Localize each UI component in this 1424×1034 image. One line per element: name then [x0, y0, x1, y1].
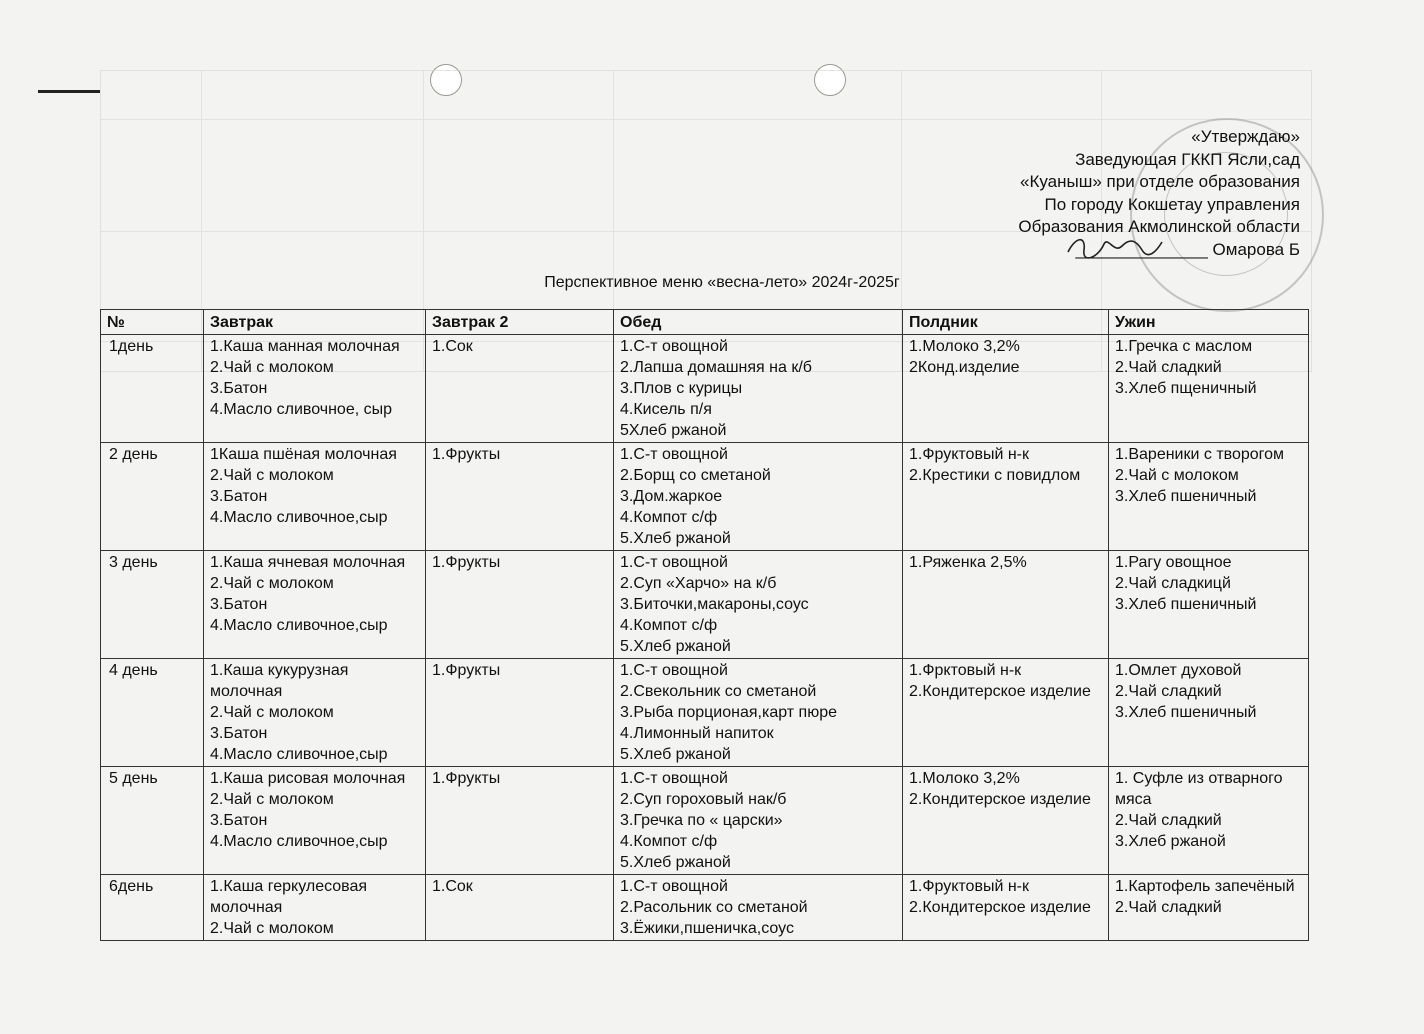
dish-item: 2.Чай с молоком	[210, 575, 334, 592]
dish-item: 2.Чай сладкий	[1115, 359, 1222, 376]
dish-item: 1.Ряженка 2,5%	[909, 554, 1027, 571]
dish-item: 3.Рыба порционая,карт пюре	[620, 704, 837, 721]
dish-list	[909, 768, 1104, 810]
day-cell: 2 день	[101, 443, 204, 551]
breakfast-cell	[204, 767, 426, 875]
breakfast-cell	[204, 875, 426, 941]
table-row	[101, 875, 1309, 941]
header-dinner: Ужин	[1109, 310, 1309, 335]
dish-item: 1.Рагу овощное	[1115, 554, 1232, 571]
approval-line: По городу Кокшетау управления	[1044, 194, 1300, 214]
dish-item: 3.Батон	[210, 380, 268, 397]
dish-list	[210, 336, 421, 420]
day-cell: 1день	[101, 335, 204, 443]
lunch-cell	[614, 659, 903, 767]
approval-line: Заведующая ГККП Ясли,сад	[1075, 149, 1300, 169]
day-cell: 5 день	[101, 767, 204, 875]
margin-mark	[38, 90, 100, 93]
dish-item: 3.Дом.жаркое	[620, 488, 723, 505]
lunch-cell	[614, 551, 903, 659]
lunch-cell	[614, 443, 903, 551]
dish-item: 1.Фруктовый н-к	[909, 446, 1029, 463]
dish-item: 3.Батон	[210, 812, 268, 829]
lunch-cell	[614, 767, 903, 875]
dish-item: 2.Чай с молоком	[1115, 467, 1239, 484]
snack-cell	[903, 443, 1109, 551]
dish-item: 1.Вареники с творогом	[1115, 446, 1285, 463]
approval-line: Образования Акмолинской области	[1018, 217, 1300, 236]
dish-list	[620, 768, 898, 873]
signer-name: Омарова Б	[1212, 239, 1300, 259]
snack-cell	[903, 551, 1109, 659]
dish-item: 1.Каша рисовая молочная	[210, 770, 406, 787]
dinner-cell	[1109, 551, 1309, 659]
header-number: №	[101, 310, 204, 335]
dish-item: 2.Кондитерское изделие	[909, 791, 1091, 808]
dish-item: 4.Масло сливочное,сыр	[210, 617, 388, 634]
dish-list	[1115, 768, 1304, 852]
dish-item: 5.Хлеб ржаной	[620, 638, 731, 655]
dish-item: 3.Хлеб пшеничный	[1115, 704, 1257, 721]
dish-item: 2.Свекольник со сметаной	[620, 683, 817, 700]
dish-item: 2.Чай с молоком	[210, 467, 334, 484]
dish-list	[432, 660, 609, 681]
dish-list	[210, 444, 421, 528]
dish-item: 2.Чай сладкий	[1115, 812, 1222, 829]
dish-item: 1.Картофель запечёный	[1115, 878, 1295, 895]
dish-item: 4.Масло сливочное,сыр	[210, 509, 388, 526]
dish-item: 4.Кисель п/я	[620, 401, 712, 418]
dish-item: 3.Батон	[210, 596, 268, 613]
dish-item: 2.Кондитерское изделие	[909, 899, 1091, 916]
dish-list	[620, 444, 898, 549]
table-row	[101, 551, 1309, 659]
dish-item: 1.Каша ячневая молочная	[210, 554, 406, 571]
dish-item: 3.Гречка по « царски»	[620, 812, 783, 829]
breakfast-cell	[204, 443, 426, 551]
table-row	[101, 767, 1309, 875]
dish-item: 4.Масло сливочное,сыр	[210, 746, 388, 763]
dinner-cell	[1109, 443, 1309, 551]
dish-item: 1.Омлет духовой	[1115, 662, 1242, 679]
table-row	[101, 443, 1309, 551]
breakfast-cell	[204, 551, 426, 659]
dish-item: 2.Борщ со сметаной	[620, 467, 771, 484]
dish-item: 1.С-т овощной	[620, 770, 728, 787]
dinner-cell	[1109, 335, 1309, 443]
dish-item: 3.Биточки,макароны,соус	[620, 596, 809, 613]
dish-list	[210, 552, 421, 636]
menu-table	[100, 309, 1309, 941]
snack-cell	[903, 875, 1109, 941]
dish-item: 2.Чай с молоком	[210, 920, 334, 937]
dish-item: 1.Фрукты	[432, 770, 501, 787]
dish-list	[1115, 336, 1304, 399]
dish-item: 1.Молоко 3,2%	[909, 770, 1020, 787]
header-row	[101, 310, 1309, 335]
dish-item: 1.Каша манная молочная	[210, 338, 400, 355]
dish-list	[909, 336, 1104, 378]
dish-list	[1115, 660, 1304, 723]
dish-list	[432, 768, 609, 789]
dish-list	[620, 660, 898, 765]
dish-item: 2.Крестики с повидлом	[909, 467, 1081, 484]
header-breakfast-2: Завтрак 2	[426, 310, 614, 335]
dish-item: 1.Сок	[432, 878, 473, 895]
dish-item: 4.Компот с/ф	[620, 509, 718, 526]
dish-list	[210, 876, 421, 939]
dish-item: 5.Хлеб ржаной	[620, 854, 731, 871]
lunch-cell	[614, 875, 903, 941]
dish-item: 4.Компот с/ф	[620, 617, 718, 634]
breakfast-2-cell	[426, 875, 614, 941]
dish-item: 2.Чай сладкий	[1115, 683, 1222, 700]
approval-line: «Куаныш» при отделе образования	[1020, 172, 1300, 191]
dish-item: 2.Лапша домашняя на к/б	[620, 359, 812, 376]
header-snack: Полдник	[903, 310, 1109, 335]
dish-item: 1Каша пшёная молочная	[210, 446, 397, 463]
dish-item: 4.Масло сливочное,сыр	[210, 833, 388, 850]
dish-list	[1115, 552, 1304, 615]
snack-cell	[903, 335, 1109, 443]
dish-list	[909, 660, 1104, 702]
dinner-cell	[1109, 767, 1309, 875]
dish-item: 2.Чай с молоком	[210, 359, 334, 376]
approval-line: «Утверждаю»	[1191, 127, 1300, 146]
dish-list	[1115, 876, 1304, 918]
dish-item: 1.Гречка с маслом	[1115, 338, 1253, 355]
dish-list	[1115, 444, 1304, 507]
header-lunch: Обед	[614, 310, 903, 335]
dish-list	[620, 336, 898, 441]
dish-item: 5Хлеб ржаной	[620, 422, 727, 439]
dish-list	[909, 444, 1104, 486]
breakfast-2-cell	[426, 551, 614, 659]
dinner-cell	[1109, 659, 1309, 767]
dish-item: 4.Компот с/ф	[620, 833, 718, 850]
dish-item: 5.Хлеб ржаной	[620, 746, 731, 763]
breakfast-cell	[204, 659, 426, 767]
dish-item: 3.Батон	[210, 725, 268, 742]
dish-item: 1.Каша кукурузная молочная	[210, 662, 349, 700]
dish-list	[432, 552, 609, 573]
dish-item: 1.С-т овощной	[620, 878, 728, 895]
dish-item: 4.Масло сливочное, сыр	[210, 401, 393, 418]
handwritten-signature	[1064, 232, 1164, 260]
breakfast-2-cell	[426, 335, 614, 443]
dish-item: 2.Расольник со сметаной	[620, 899, 808, 916]
dish-item: 1.Фрукты	[432, 446, 501, 463]
breakfast-2-cell	[426, 659, 614, 767]
dish-list	[210, 768, 421, 852]
dish-item: 2.Суп «Харчо» на к/б	[620, 575, 777, 592]
dish-item: 3.Ёжики,пшеничка,соус	[620, 920, 794, 937]
day-cell: 6день	[101, 875, 204, 941]
dish-item: 3.Плов с курицы	[620, 380, 743, 397]
dish-item: 4.Лимонный напиток	[620, 725, 774, 742]
dish-list	[210, 660, 421, 765]
dish-list	[432, 444, 609, 465]
dinner-cell	[1109, 875, 1309, 941]
dish-list	[909, 876, 1104, 918]
dish-item: 1. Суфле из отварного мяса	[1115, 770, 1283, 808]
dish-item: 2Конд.изделие	[909, 359, 1020, 376]
dish-list	[432, 336, 609, 357]
dish-item: 2.Чай с молоком	[210, 704, 334, 721]
dish-item: 1.Фруктовый н-к	[909, 878, 1029, 895]
menu-table-body	[101, 335, 1309, 941]
lunch-cell	[614, 335, 903, 443]
dish-item: 1.Фрукты	[432, 554, 501, 571]
dish-item: 3.Батон	[210, 488, 268, 505]
breakfast-cell	[204, 335, 426, 443]
dish-item: 1.Фрукты	[432, 662, 501, 679]
breakfast-2-cell	[426, 443, 614, 551]
dish-item: 1.Каша геркулесовая молочная	[210, 878, 368, 916]
dish-item: 3.Хлеб пшеничный	[1115, 488, 1257, 505]
header-breakfast: Завтрак	[204, 310, 426, 335]
dish-item: 5.Хлеб ржаной	[620, 530, 731, 547]
snack-cell	[903, 659, 1109, 767]
table-row	[101, 659, 1309, 767]
day-cell: 3 день	[101, 551, 204, 659]
dish-item: 1.Фрктовый н-к	[909, 662, 1022, 679]
page-title: Перспективное меню «весна-лето» 2024г-2025г	[544, 274, 900, 291]
dish-item: 1.С-т овощной	[620, 554, 728, 571]
dish-item: 2.Чай сладкицй	[1115, 575, 1231, 592]
dish-item: 1.С-т овощной	[620, 338, 728, 355]
dish-list	[620, 552, 898, 657]
dish-item: 1.С-т овощной	[620, 662, 728, 679]
dish-item: 1.Сок	[432, 338, 473, 355]
dish-item: 1.С-т овощной	[620, 446, 728, 463]
snack-cell	[903, 767, 1109, 875]
dish-list	[432, 876, 609, 897]
dish-item: 2.Чай сладкий	[1115, 899, 1222, 916]
dish-item: 2.Суп гороховый нак/б	[620, 791, 787, 808]
signature-underline: ______________	[1075, 239, 1208, 259]
dish-item: 1.Молоко 3,2%	[909, 338, 1020, 355]
table-row	[101, 335, 1309, 443]
breakfast-2-cell	[426, 767, 614, 875]
dish-item: 3.Хлеб пщеничный	[1115, 380, 1257, 397]
day-cell: 4 день	[101, 659, 204, 767]
dish-item: 2.Чай с молоком	[210, 791, 334, 808]
dish-list	[620, 876, 898, 939]
dish-item: 2.Кондитерское изделие	[909, 683, 1091, 700]
dish-list	[909, 552, 1104, 573]
dish-item: 3.Хлеб пшеничный	[1115, 596, 1257, 613]
dish-item: 3.Хлеб ржаной	[1115, 833, 1226, 850]
